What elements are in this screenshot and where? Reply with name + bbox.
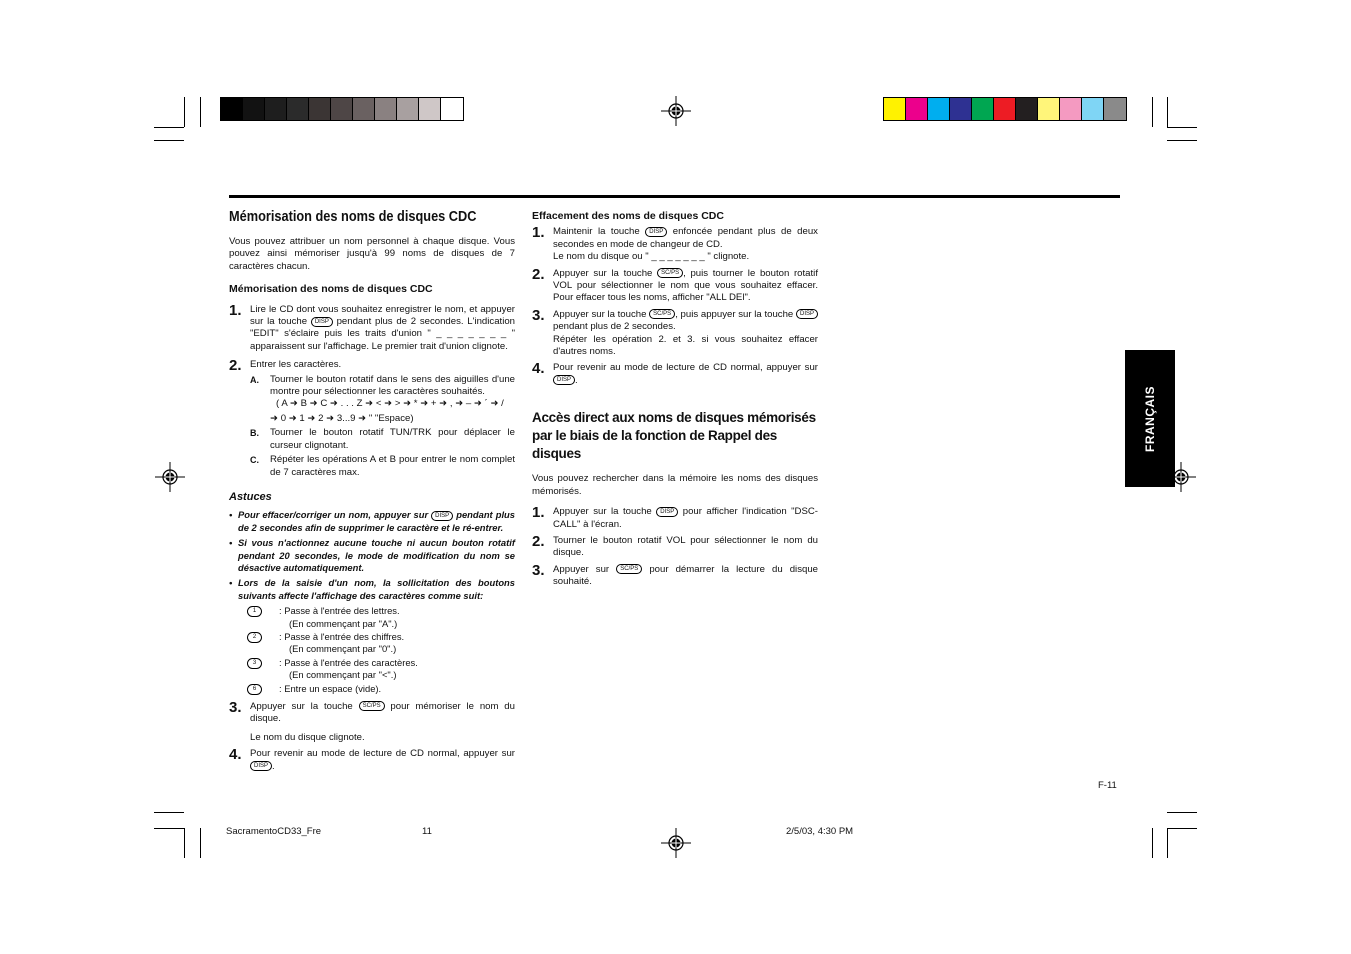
step-text: Lire le CD dont vous souhaitez enregistrer le nom, et appuyer sur la touche: [250, 303, 515, 328]
tip-item: [229, 577, 515, 602]
color-calibration-bar: [883, 97, 1127, 121]
step-4: [229, 748, 515, 773]
step-number: 4.: [532, 360, 545, 378]
color-swatch: [1082, 98, 1104, 120]
registration-mark-bottom: [661, 828, 691, 858]
key-legend-text: : Passe à l'entrée des lettres.: [279, 605, 400, 617]
step-text: Pour revenir au mode de lecture de CD normal, appuyer sur: [250, 748, 515, 760]
step-number: 2.: [532, 532, 545, 550]
step-text: Maintenir la touche: [553, 226, 640, 238]
step-note: Le nom du disque ou " _ _ _ _ _ _ _ " clignote.: [553, 251, 750, 263]
step-text: Appuyer sur: [553, 563, 610, 575]
recall-step-1: [532, 506, 818, 531]
gray-swatch: [331, 98, 353, 120]
gray-swatch: [243, 98, 265, 120]
step-number: 4.: [229, 746, 242, 764]
gray-swatch: [441, 98, 463, 120]
key-legend-note: (En commençant par "A".): [289, 617, 398, 629]
step-text: pour démarrer la lecture du disque souhaité.: [553, 563, 818, 588]
substep-label: C.: [250, 455, 259, 466]
key-legend-text: : Passe à l'entrée des chiffres.: [279, 630, 405, 642]
step-1: [229, 301, 515, 354]
gray-swatch: [287, 98, 309, 120]
scps-key-icon: SC/PS: [616, 564, 642, 574]
footer-filename: SacramentoCD33_Fre: [226, 826, 322, 837]
recall-step-2: [532, 532, 818, 560]
registration-mark-top: [661, 96, 691, 126]
step-text: , puis appuyer sur la touche: [675, 308, 794, 320]
key-legend-6: [247, 683, 515, 695]
step-3: [229, 701, 515, 744]
scps-key-icon: SC/PS: [649, 309, 675, 319]
intro-text: Vous pouvez attribuer un nom personnel à chaque disque. Vous pouvez ainsi mémoriser jusqu'à 99 noms de disques de 7 caractères chacun.: [229, 236, 515, 272]
color-swatch: [884, 98, 906, 120]
preset-2-key-icon: 2: [247, 632, 262, 643]
substep-label: B.: [250, 428, 259, 439]
erase-step-2: [532, 265, 818, 305]
char-sequence: ➜ 0 ➜ 1 ➜ 2 ➜ 3...9 ➜ " "Espace): [270, 412, 414, 424]
step-note: Le nom du disque clignote.: [250, 731, 365, 743]
color-swatch: [1038, 98, 1060, 120]
step-text: Pour revenir au mode de lecture de CD normal, appuyer sur: [553, 362, 818, 374]
disp-key-icon: DISP: [645, 227, 667, 237]
column-right: [532, 210, 818, 593]
tip-item: [229, 509, 515, 534]
tip-item: [229, 537, 515, 574]
section-title: Mémorisation des noms de disques CDC: [229, 209, 477, 225]
erase-step-1: [532, 226, 818, 263]
erase-step-4: [532, 362, 818, 387]
char-sequence: ( A ➜ B ➜ C ➜ . . . Z ➜ < ➜ > ➜ * ➜ + ➜ , ➜ – ➜ ´ ➜ /: [276, 398, 504, 410]
substep-c: [250, 454, 515, 479]
step-text: Appuyer sur la touche: [553, 308, 647, 320]
color-swatch: [1060, 98, 1082, 120]
step-2: [229, 359, 515, 481]
color-swatch: [950, 98, 972, 120]
disp-key-icon: DISP: [553, 375, 575, 385]
section-title-recall: Accès direct aux noms de disques mémorisés par le biais de la fonction de Rappel des disques: [532, 410, 816, 462]
recall-step-3: [532, 561, 818, 589]
step-number: 3.: [229, 699, 242, 716]
disp-key-icon: DISP: [431, 511, 453, 521]
step-number: 3.: [532, 306, 545, 324]
subsection-title: Mémorisation des noms de disques CDC: [229, 283, 433, 296]
step-text: .: [575, 374, 578, 386]
step-note: Répéter les opération 2. et 3. si vous souhaitez effacer d'autres noms.: [553, 333, 818, 358]
disp-key-icon: DISP: [796, 309, 818, 319]
tips-list: [229, 509, 515, 695]
gray-swatch: [221, 98, 243, 120]
step-text: Tourner le bouton rotatif VOL pour sélectionner le nom du disque.: [553, 534, 818, 559]
step-number: 1.: [229, 301, 242, 319]
step-text: pour mémoriser le nom du disque.: [250, 701, 515, 725]
gray-swatch: [419, 98, 441, 120]
color-swatch: [972, 98, 994, 120]
key-legend-note: (En commençant par "<".): [289, 669, 397, 681]
preset-3-key-icon: 3: [247, 658, 262, 669]
color-swatch: [906, 98, 928, 120]
key-legend-2: [247, 631, 515, 656]
step-number: 1.: [532, 224, 545, 242]
substep-a: [250, 374, 515, 411]
key-legend-text: : Passe à l'entrée des caractères.: [279, 656, 418, 668]
scps-key-icon: SC/PS: [657, 268, 683, 278]
step-text: .: [272, 760, 275, 772]
substep-label: A.: [250, 374, 259, 385]
tip-text: Pour effacer/corriger un nom, appuyer sur: [238, 509, 429, 521]
footer-date: 2/5/03, 4:30 PM: [786, 826, 854, 837]
step-text: pendant plus de 2 secondes.: [553, 321, 676, 333]
key-legend-1: [247, 605, 515, 630]
tip-text: pendant plus de 2 secondes afin de supprimer le caractère et le ré-entrer.: [238, 509, 515, 533]
step-number: 2.: [229, 357, 242, 375]
step-text: Appuyer sur la touche: [553, 506, 652, 518]
bullet: •: [229, 509, 233, 521]
disp-key-icon: DISP: [250, 761, 272, 771]
step-text: , puis tourner le bouton rotatif VOL pour sélectionner le nom que vous souhaitez effacer. Pour effacer tous les noms, afficher "ALL DEl".: [553, 267, 818, 304]
step-text: Appuyer sur la touche: [553, 267, 653, 279]
step-text: Appuyer sur la touche: [250, 701, 353, 712]
gray-swatch: [265, 98, 287, 120]
step-text: pendant plus de 2 secondes. L'indication "EDIT" s'éclaire puis les traits d'union " _ _ _ _ _ _ _ " apparaissent sur l'affichage. Le premier trait d'union clignote.: [250, 316, 515, 352]
substep-text: Tourner le bouton rotatif dans le sens des aiguilles d'une montre pour sélectionner les caractères souhaités.: [270, 373, 515, 398]
step-text: pour afficher l'indication "DSC-CALL" à l'écran.: [553, 506, 818, 530]
intro-text: Vous pouvez rechercher dans la mémoire les noms des disques mémorisés.: [532, 473, 818, 497]
color-swatch: [1104, 98, 1126, 120]
color-swatch: [928, 98, 950, 120]
step-text: Entrer les caractères.: [250, 359, 342, 371]
preset-6-key-icon: 6: [247, 684, 262, 695]
color-swatch: [1016, 98, 1038, 120]
key-legend-text: : Entre un espace (vide).: [279, 682, 382, 694]
substep-text: Tourner le bouton rotatif TUN/TRK pour déplacer le curseur clignotant.: [270, 427, 515, 451]
header-rule: [229, 195, 1120, 198]
disp-key-icon: DISP: [656, 507, 678, 517]
language-side-tab: [1125, 350, 1175, 487]
preset-1-key-icon: 1: [247, 606, 262, 617]
step-number: 1.: [532, 504, 545, 522]
bullet: •: [229, 577, 233, 589]
tip-text: Si vous n'actionnez aucune touche ni aucun bouton rotatif pendant 20 secondes, le mode de modification du nom se désactive automatiquement.: [238, 537, 515, 573]
grayscale-calibration-bar: [220, 97, 464, 121]
step-text: enfoncée pendant plus de deux secondes en mode de changeur de CD.: [553, 226, 818, 250]
gray-swatch: [309, 98, 331, 120]
step-number: 3.: [532, 561, 545, 579]
color-swatch: [994, 98, 1016, 120]
footer-page: 11: [422, 826, 432, 837]
column-left: [229, 208, 515, 777]
scps-key-icon: SC/PS: [359, 701, 385, 711]
gray-swatch: [397, 98, 419, 120]
subsection-title: Effacement des noms de disques CDC: [532, 210, 724, 222]
gray-swatch: [375, 98, 397, 120]
key-legend-note: (En commençant par "0".): [289, 643, 397, 655]
erase-step-3: [532, 306, 818, 359]
disp-key-icon: DISP: [311, 317, 333, 327]
substep-b: [250, 427, 515, 452]
tip-text: Lors de la saisie d'un nom, la sollicitation des boutons suivants affecte l'affichage des caractères comme suit:: [238, 577, 515, 601]
page-number: F-11: [1098, 780, 1117, 791]
step-number: 2.: [532, 265, 545, 283]
key-legend-3: [247, 657, 515, 682]
language-label: FRANÇAIS: [1143, 385, 1157, 452]
tips-title: Astuces: [229, 490, 272, 503]
substep-text: Répéter les opérations A et B pour entrer le nom complet de 7 caractères max.: [270, 454, 515, 478]
bullet: •: [229, 537, 233, 549]
registration-mark-left: [155, 462, 185, 492]
gray-swatch: [353, 98, 375, 120]
